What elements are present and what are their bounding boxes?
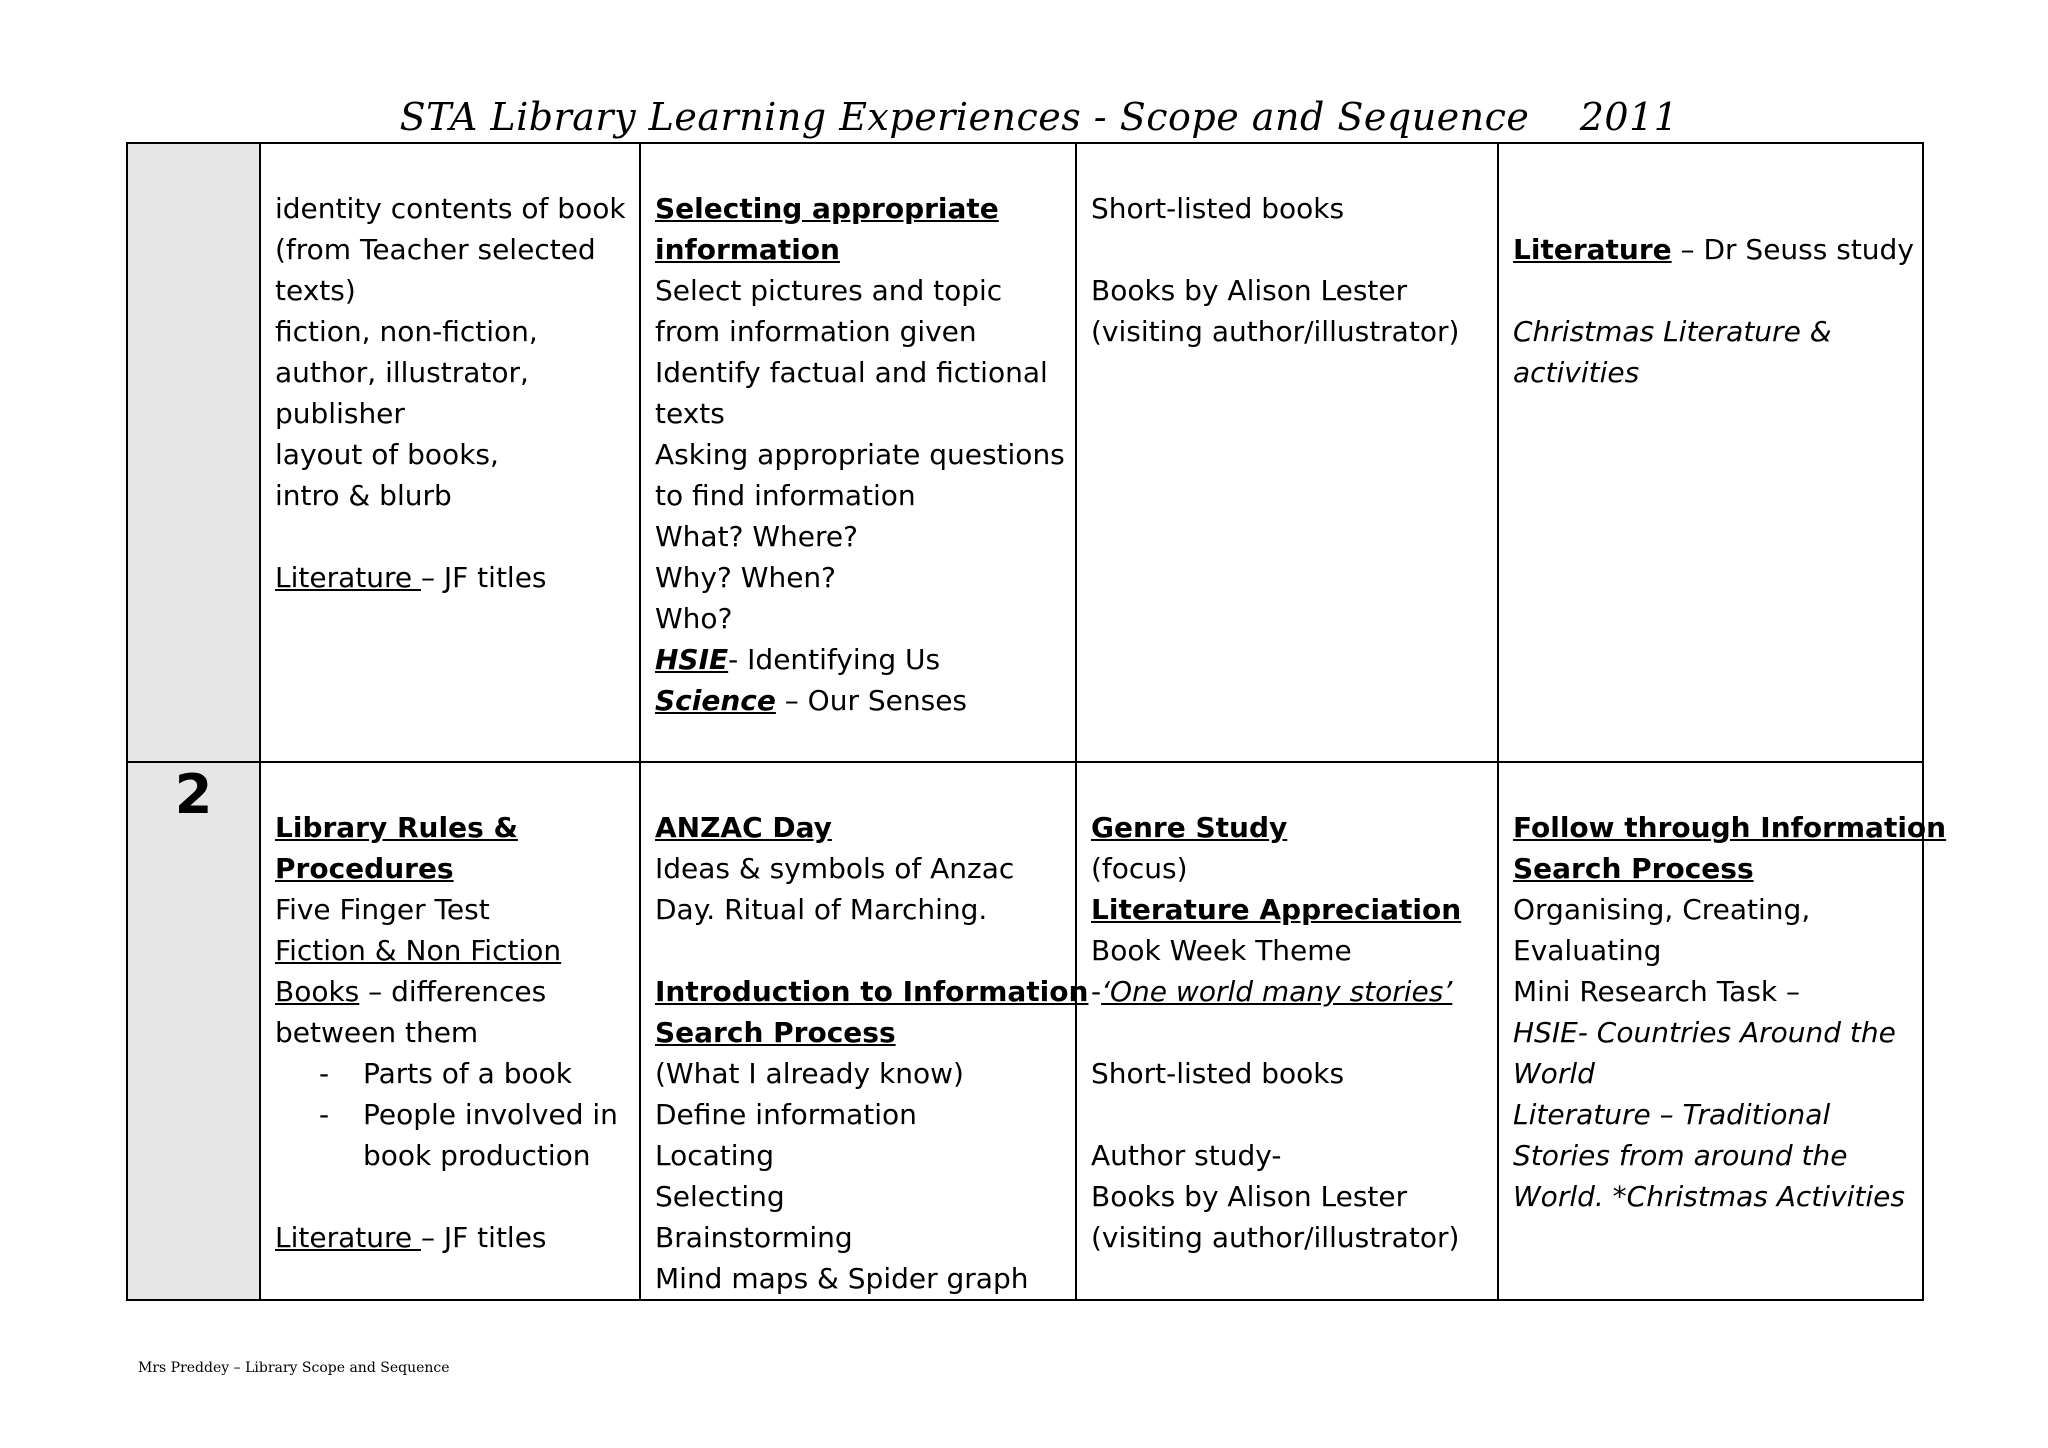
cell-line (275, 1217, 631, 1258)
cell-line: Select pictures and topic (655, 274, 1003, 307)
page-title: STA Library Learning Experiences - Scope and Sequence 2011 (399, 95, 1679, 139)
cell-line: Day. Ritual of Marching. (655, 893, 988, 926)
cell-line: from information given (655, 315, 977, 348)
cell-line: Organising, Creating, (1513, 893, 1811, 926)
cell-line (1091, 971, 1489, 1012)
cell-line: Evaluating (1513, 934, 1662, 967)
page-footer: Mrs Preddey – Library Scope and Sequence (138, 1360, 450, 1376)
bullet-text: Parts of a book (363, 1057, 572, 1090)
hsie-text: - Identifying Us (728, 643, 941, 676)
cell-line: layout of books, (275, 438, 499, 471)
bullet-item (275, 1094, 631, 1135)
cell-heading: Search Process (1513, 852, 1754, 885)
cell-line: Identify factual and fictional (655, 356, 1048, 389)
cell-line: Mini Research Task – (1513, 975, 1801, 1008)
scope-sequence-table (126, 142, 1947, 1301)
cell-line: texts) (275, 274, 356, 307)
cell-line: to find information (655, 479, 916, 512)
bullet-text: People involved in (363, 1098, 618, 1131)
bullet-dash: - (319, 1057, 330, 1090)
cell-line: Mind maps & Spider graph (655, 1262, 1029, 1295)
theme-text: ‘One world many stories’ (1101, 975, 1453, 1008)
year-cell (127, 143, 260, 762)
cell-line: Define information (655, 1098, 917, 1131)
cell-heading: Selecting appropriate (655, 192, 999, 225)
table-cell (640, 762, 1089, 1300)
cell-line: (focus) (1091, 852, 1188, 885)
cell-heading: Library Rules & (275, 811, 518, 844)
cell-line: Books by Alison Lester (1091, 1180, 1408, 1213)
table-cell (1498, 762, 1947, 1300)
cell-line (1513, 229, 1914, 270)
table-row (127, 143, 1923, 762)
table-cell (1498, 143, 1923, 762)
cell-heading: Procedures (275, 852, 454, 885)
cell-line: (visiting author/illustrator) (1091, 315, 1460, 348)
literature-text: – JF titles (421, 561, 547, 594)
cell-line: Selecting (655, 1180, 785, 1213)
cell-heading: Genre Study (1091, 811, 1288, 844)
literature-text: – JF titles (421, 1221, 547, 1254)
cell-line: Short-listed books (1091, 192, 1345, 225)
table-cell (640, 143, 1076, 762)
cell-line: Fiction & Non Fiction (275, 934, 562, 967)
science-label: Science (655, 684, 776, 717)
cell-line: Asking appropriate questions (655, 438, 1065, 471)
cell-line: World (1513, 1057, 1595, 1090)
cell-heading: ANZAC Day (655, 811, 832, 844)
cell-line: between them (275, 1016, 479, 1049)
hsie-label: HSIE (655, 643, 729, 676)
cell-line: (What I already know) (655, 1057, 964, 1090)
cell-line: What? Where? (655, 520, 858, 553)
cell-line: identity contents of book (275, 192, 626, 225)
science-text: – Our Senses (775, 684, 968, 717)
cell-heading: Search Process (655, 1016, 896, 1049)
year-label: 2 (174, 763, 213, 826)
table-cell (1076, 143, 1498, 762)
cell-line: Stories from around the (1513, 1139, 1848, 1172)
literature-label: Literature (1513, 233, 1672, 266)
literature-label: Literature (275, 1221, 422, 1254)
cell-line: World. *Christmas Activities (1513, 1180, 1905, 1213)
cell-line: texts (655, 397, 725, 430)
table-cell (260, 143, 640, 762)
bullet-dash: - (319, 1098, 330, 1131)
cell-line: Brainstorming (655, 1221, 853, 1254)
cell-line: Short-listed books (1091, 1057, 1345, 1090)
cell-line: Why? When? (655, 561, 837, 594)
cell-line: Christmas Literature & (1513, 315, 1832, 348)
cell-line: Book Week Theme (1091, 934, 1352, 967)
cell-line: Five Finger Test (275, 893, 490, 926)
bullet-item (275, 1053, 631, 1094)
cell-heading: Introduction to Information (655, 975, 1089, 1008)
books-label: Books (275, 975, 360, 1008)
year-cell (127, 762, 260, 1300)
table-row (127, 762, 1923, 1300)
cell-line: publisher (275, 397, 405, 430)
cell-line (275, 971, 631, 1012)
bullet-continuation: book production (363, 1139, 591, 1172)
cell-line: Books by Alison Lester (1091, 274, 1408, 307)
cell-line: Literature – Traditional (1513, 1098, 1831, 1131)
cell-line (655, 680, 1067, 721)
literature-text: – Dr Seuss study (1671, 233, 1914, 266)
cell-line: activities (1513, 356, 1640, 389)
cell-heading: Follow through Information (1513, 811, 1947, 844)
cell-line: Ideas & symbols of Anzac (655, 852, 1015, 885)
books-text: – differences (359, 975, 547, 1008)
cell-line: Author study- (1091, 1139, 1282, 1172)
cell-heading: Literature Appreciation (1091, 893, 1462, 926)
cell-line: Who? (655, 602, 733, 635)
table-cell (260, 762, 640, 1300)
cell-line (275, 557, 631, 598)
literature-label: Literature (275, 561, 422, 594)
cell-line: (from Teacher selected (275, 233, 596, 266)
cell-line (655, 639, 1067, 680)
table-cell (1076, 762, 1498, 1300)
cell-heading: information (655, 233, 840, 266)
theme-dash: - (1091, 975, 1102, 1008)
cell-line: fiction, non-fiction, (275, 315, 538, 348)
cell-line: intro & blurb (275, 479, 452, 512)
cell-line: (visiting author/illustrator) (1091, 1221, 1460, 1254)
cell-line: author, illustrator, (275, 356, 529, 389)
cell-line: HSIE- Countries Around the (1513, 1016, 1896, 1049)
cell-line: Locating (655, 1139, 775, 1172)
